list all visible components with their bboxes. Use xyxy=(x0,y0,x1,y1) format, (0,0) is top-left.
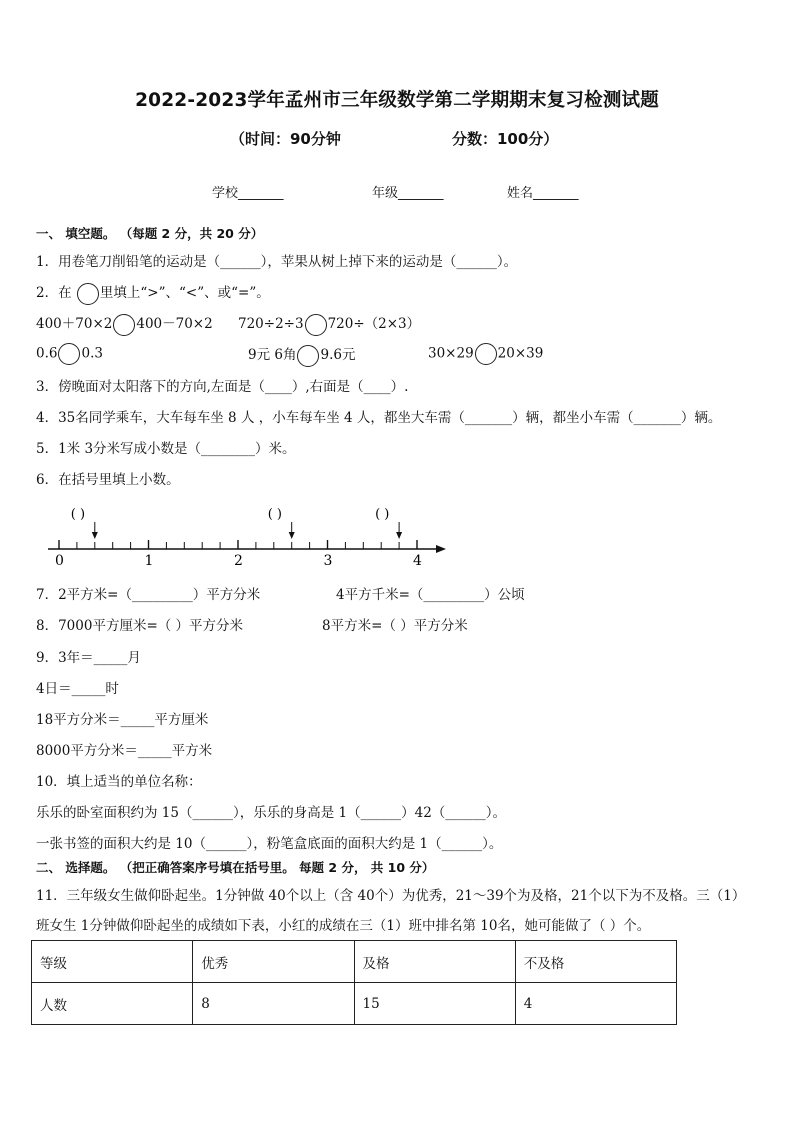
question-9d: 8000平方分米＝_____平方米 xyxy=(36,743,213,759)
arrow-head-icon xyxy=(396,532,402,539)
question-11-line-2: 班女生 1分钟做仰卧起坐的成绩如下表，小红的成绩在三（1）班中排名第 10名，她可能做了（ ）个。 xyxy=(36,918,651,934)
question-8a: 8．7000平方厘米=（ ）平方分米 xyxy=(36,618,244,634)
table-cell: 人数 xyxy=(32,983,193,1025)
table-cell: 4 xyxy=(515,983,676,1025)
expr-left: 400＋70×2 xyxy=(36,316,113,332)
number-line xyxy=(40,500,460,570)
question-2-instruction: 里填上“>”、“<”、或“=”。 xyxy=(99,285,270,301)
answer-blank: ( ) xyxy=(267,507,282,522)
compare-circle-icon xyxy=(475,343,497,365)
expr-right: 400－70×2 xyxy=(136,316,213,332)
tick-label: 2 xyxy=(234,553,243,569)
expr-right: 9.6元 xyxy=(320,347,356,363)
table-cell: 及格 xyxy=(354,941,515,983)
compare-circle-icon xyxy=(297,345,319,367)
question-10: 10．填上适当的单位名称： xyxy=(36,774,202,790)
expr-right: 720÷（2×3） xyxy=(327,316,421,332)
table-cell: 等级 xyxy=(32,941,193,983)
tick-label: 0 xyxy=(55,553,64,569)
compare-row-1b xyxy=(238,312,420,336)
question-2-prefix: 2．在 xyxy=(36,285,72,301)
question-6: 6．在括号里填上小数。 xyxy=(36,472,180,488)
table-cell: 15 xyxy=(354,983,515,1025)
expr-left: 9元 6角 xyxy=(248,347,297,363)
compare-circle-icon xyxy=(305,314,327,336)
compare-circle-icon xyxy=(58,343,80,365)
tick-label: 1 xyxy=(144,553,154,569)
exam-score: 分数：100分） xyxy=(452,130,559,148)
arrow-head-icon xyxy=(436,545,446,553)
arrow-head-icon xyxy=(289,532,295,539)
question-1: 1．用卷笔刀削铅笔的运动是（______），苹果从树上掉下来的运动是（______）。 xyxy=(36,254,518,270)
question-9b: 4日＝_____时 xyxy=(36,681,119,697)
table-cell: 优秀 xyxy=(193,941,354,983)
question-10a: 乐乐的卧室面积约为 15（______），乐乐的身高是 1（______）42（______）。 xyxy=(36,805,507,821)
table-cell: 不及格 xyxy=(515,941,676,983)
compare-row-2a xyxy=(36,343,103,365)
table-cell: 8 xyxy=(193,983,354,1025)
question-5: 5．1米 3分米写成小数是（________）米。 xyxy=(36,441,296,457)
expr-right: 20×39 xyxy=(497,345,544,362)
compare-circle-icon xyxy=(77,283,99,305)
score-table xyxy=(31,940,677,1025)
tick-label: 3 xyxy=(323,553,333,569)
name-field: 姓名_______ xyxy=(507,186,579,201)
question-9c: 18平方分米＝_____平方厘米 xyxy=(36,712,209,728)
table-row xyxy=(32,941,677,983)
table-row xyxy=(32,983,677,1025)
expr-right: 0.3 xyxy=(81,345,103,362)
compare-row-2b xyxy=(248,343,355,367)
question-8b: 8平方米=（ ）平方分米 xyxy=(322,618,468,634)
section-2-heading: 二、 选择题。 （把正确答案序号填在括号里。 每题 2 分， 共 10 分） xyxy=(36,860,435,875)
expr-left: 0.6 xyxy=(36,345,58,362)
compare-row-1 xyxy=(36,312,213,336)
page-title: 2022-2023学年孟州市三年级数学第二学期期末复习检测试题 xyxy=(135,90,659,111)
compare-row-2c xyxy=(428,343,543,365)
section-1-heading: 一、 填空题。 （每题 2 分，共 20 分） xyxy=(36,226,264,241)
question-10b: 一张书签的面积大约是 10（______），粉笔盒底面的面积大约是 1（______）。 xyxy=(36,836,503,852)
answer-blank: ( ) xyxy=(70,507,86,522)
grade-field: 年级_______ xyxy=(372,186,444,201)
compare-circle-icon xyxy=(113,314,135,336)
question-2 xyxy=(36,281,270,305)
tick-label: 4 xyxy=(413,553,422,569)
number-line-mark xyxy=(71,507,98,539)
expr-left: 720÷2÷3 xyxy=(238,316,304,332)
answer-blank: ( ) xyxy=(375,507,390,522)
exam-time: （时间：90分钟 xyxy=(230,130,341,148)
school-field: 学校_______ xyxy=(212,186,284,201)
question-7a: 7．2平方米=（_________）平方分米 xyxy=(36,587,261,603)
question-3: 3．傍晚面对太阳落下的方向,左面是（____）,右面是（____）. xyxy=(36,379,409,395)
question-7b: 4平方千米=（_________）公顷 xyxy=(336,587,525,603)
expr-left: 30×29 xyxy=(428,345,474,362)
question-4: 4．35名同学乘车，大车每车坐 8 人 ，小车每车坐 4 人，都坐大车需（_______）辆，都坐小车需（_______）辆。 xyxy=(36,410,722,426)
arrow-head-icon xyxy=(92,532,98,539)
number-line-mark xyxy=(268,507,295,539)
number-line-mark xyxy=(375,507,402,539)
question-11-line-1: 11．三年级女生做仰卧起坐。1分钟做 40个以上（含 40个）为优秀，21～39个为及格，21个以下为不及格。三（1） xyxy=(36,888,746,904)
question-9a: 9．3年＝_____月 xyxy=(36,650,141,666)
